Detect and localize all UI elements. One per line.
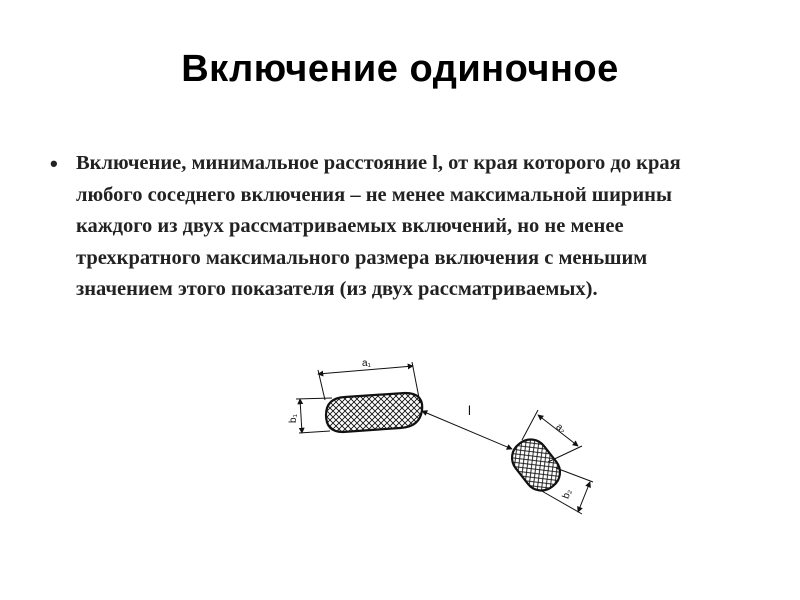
inclusion-2 [505, 410, 593, 514]
label-a2: a₂ [553, 421, 568, 436]
bullet-list [46, 148, 726, 306]
inclusion-1-shape [326, 393, 422, 432]
bullet-dot-icon: • [50, 151, 58, 176]
label-l: l [468, 403, 471, 418]
label-b2: b₂ [560, 487, 575, 501]
distance-line-l [422, 411, 512, 449]
inclusion-1 [296, 362, 422, 433]
dimension-line-b1 [300, 399, 302, 433]
inclusion-2-shape [505, 433, 567, 498]
inclusion-diagram [270, 345, 610, 530]
label-b1: b₁ [288, 414, 299, 423]
label-a1: a₁ [362, 358, 371, 369]
slide-title: Включение одиночное [181, 48, 619, 90]
dimension-line-b2 [578, 482, 590, 512]
bullet-item [46, 148, 726, 306]
bullet-text: Включение, минимальное расстояние l, от края которого до края любого соседнего включения – не менее максимальной ширины каждого из двух рассматриваемых включений, но не менее трехкратного максимального размера включения с меньшим значением этого показателя (из двух рассматриваемых). [76, 152, 681, 300]
